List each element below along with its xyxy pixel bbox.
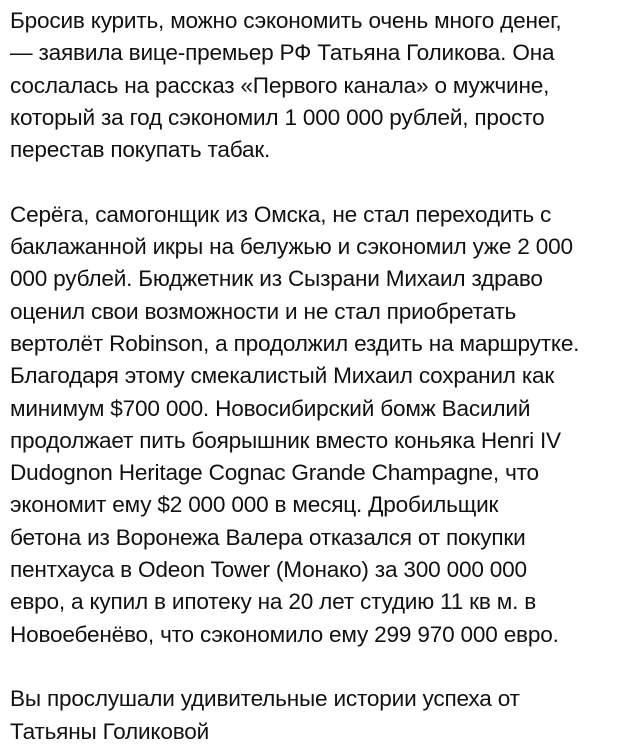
text-line: вертолёт Robinson, а продолжил ездить на маршрутке.	[10, 330, 580, 356]
text-line: бетона из Воронежа Валера отказался от покупки	[10, 524, 526, 550]
text-line: 000 рублей. Бюджетник из Сызрани Михаил здраво	[10, 266, 543, 292]
paragraph-gap	[10, 166, 630, 198]
text-line: сослалась на рассказ «Первого канала» о мужчине,	[10, 72, 550, 98]
text-line: минимум $700 000. Новосибирский бомж Василий	[10, 395, 531, 421]
text-line: Благодаря этому смекалистый Михаил сохранил как	[10, 363, 555, 389]
paragraph-2	[10, 199, 630, 651]
text-line: евро, а купил в ипотеку на 20 лет студию 11 кв м. в	[10, 589, 537, 615]
text-line: — заявила вице-премьер РФ Татьяна Голикова. Она	[10, 40, 555, 66]
paragraph-gap	[10, 651, 630, 683]
text-line: Татьяны Голиковой	[10, 718, 210, 744]
text-line: пентхауса в Odeon Tower (Монако) за 300 000 000	[10, 557, 527, 583]
text-line: Серёга, самогонщик из Омска, не стал переходить с	[10, 201, 552, 227]
text-line: Новоебенёво, что сэкономило ему 299 970 000 евро.	[10, 621, 559, 647]
text-line: оценил свои возможности и не стал приобретать	[10, 298, 517, 324]
text-line: Dudognon Heritage Cognac Grande Champagne, что	[10, 460, 539, 486]
text-line: Бросив курить, можно сэкономить очень много денег,	[10, 8, 562, 33]
text-line: баклажанной икры на белужью и сэкономил уже 2 000	[10, 234, 573, 260]
paragraph-3	[10, 683, 630, 748]
text-line: Вы прослушали удивительные истории успеха от	[10, 686, 520, 712]
text-line: экономит ему $2 000 000 в месяц. Дробильщик	[10, 492, 499, 518]
text-line: который за год сэкономил 1 000 000 рублей, просто	[10, 104, 545, 130]
text-line: перестав покупать табак.	[10, 137, 271, 163]
paragraph-1	[10, 5, 630, 166]
text-line: продолжает пить боярышник вместо коньяка Henri IV	[10, 427, 561, 453]
